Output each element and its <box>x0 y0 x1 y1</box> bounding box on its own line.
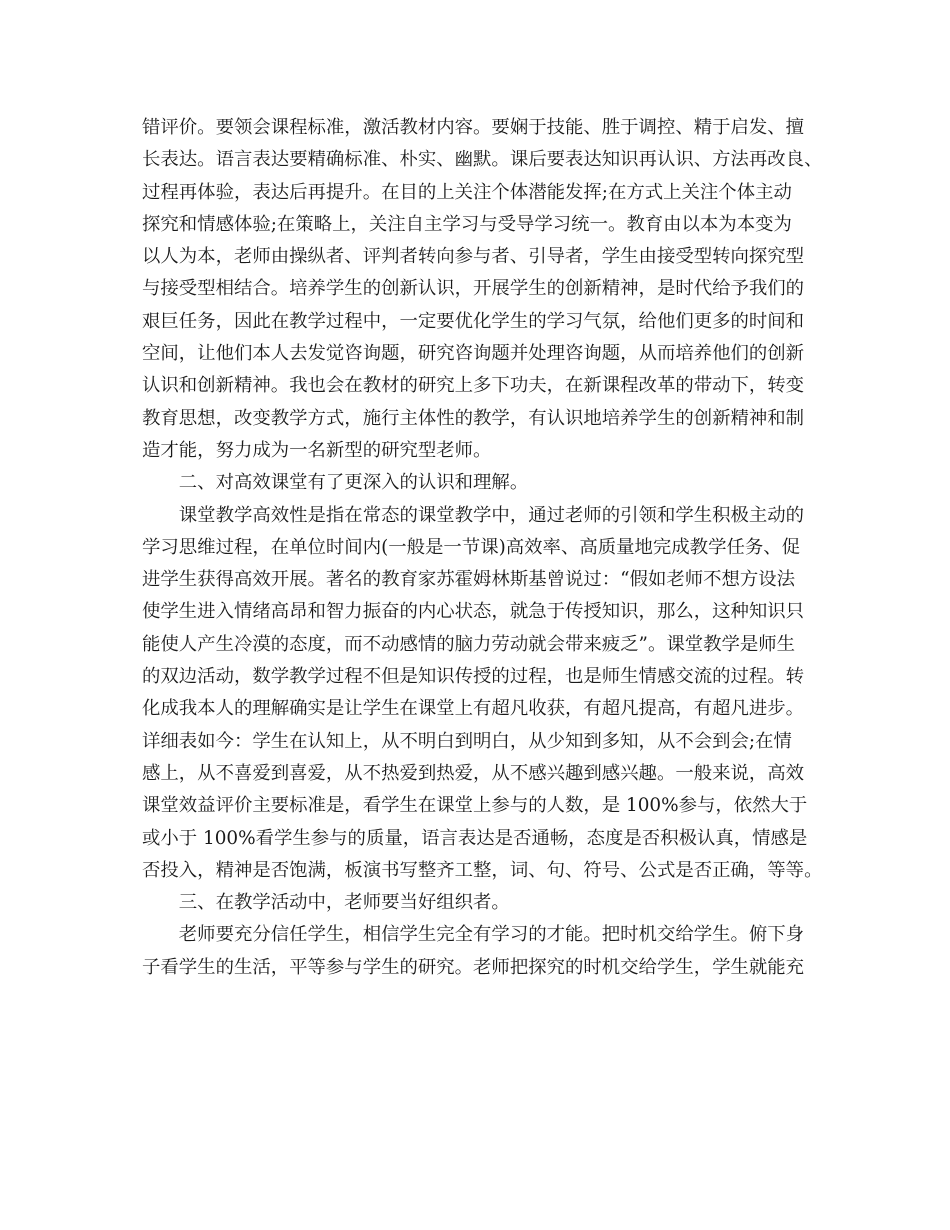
text-line: 造才能，努力成为一名新型的研究型老师。 <box>142 439 492 461</box>
text-line: 认识和创新精神。我也会在教材的研究上多下功夫，在新课程改革的带动下，转变 <box>142 375 805 397</box>
text-line: 探究和情感体验;在策略上，关注自主学习与受导学习统一。教育由以本为本变为 <box>142 213 792 235</box>
text-line: 长表达。语言表达要精确标准、朴实、幽默。课后要表达知识再认识、方法再改良、 <box>142 149 823 171</box>
text-line: 老师要充分信任学生，相信学生完全有学习的才能。把时机交给学生。俯下身 <box>142 924 805 946</box>
text-line: 进学生获得高效开展。著名的教育家苏霍姆林斯基曾说过：“假如老师不想方设法 <box>142 569 796 591</box>
text-line: 空间，让他们本人去发觉咨询题，研究咨询题并处理咨询题，从而培养他们的创新 <box>142 343 805 365</box>
body-text <box>142 112 832 984</box>
text-line: 课堂效益评价主要标准是，看学生在课堂上参与的人数，是 100%参与，依然大于 <box>142 795 808 817</box>
text-line: 艰巨任务，因此在教学过程中，一定要优化学生的学习气氛，给他们更多的时间和 <box>142 310 805 332</box>
text-line: 学习思维过程，在单位时间内(一般是一节课)高效率、高质量地完成教学任务、促 <box>142 536 801 558</box>
text-line: 感上，从不喜爱到喜爱，从不热爱到热爱，从不感兴趣到感兴趣。一般来说，高效 <box>142 762 805 784</box>
text-line: 课堂教学高效性是指在常态的课堂教学中，通过老师的引领和学生积极主动的 <box>142 504 805 526</box>
text-line: 子看学生的生活，平等参与学生的研究。老师把探究的时机交给学生，学生就能充 <box>142 956 805 978</box>
text-line: 错评价。要领会课程标准，激活教材内容。要娴于技能、胜于调控、精于启发、擅 <box>142 117 805 138</box>
text-line: 化成我本人的理解确实是让学生在课堂上有超凡收获，有超凡提高，有超凡进步。 <box>142 698 805 720</box>
text-line: 以人为本，老师由操纵者、评判者转向参与者、引导者，学生由接受型转向探究型 <box>142 246 805 268</box>
text-line: 或小于 100%看学生参与的质量，语言表达是否通畅，态度是否积极认真，情感是 <box>142 827 808 849</box>
text-line: 否投入，精神是否饱满，板演书写整齐工整，词、句、符号、公式是否正确，等等。 <box>142 859 823 881</box>
text-line: 与接受型相结合。培养学生的创新认识，开展学生的创新精神，是时代给予我们的 <box>142 278 805 300</box>
text-line: 能使人产生冷漠的态度，而不动感情的脑力劳动就会带来疲乏”。课堂教学是师生 <box>142 633 796 655</box>
text-line: 详细表如今：学生在认知上，从不明白到明白，从少知到多知，从不会到会;在情 <box>142 730 792 752</box>
section-heading: 三、在教学活动中，老师要当好组织者。 <box>142 892 510 914</box>
text-line: 教育思想，改变教学方式，施行主体性的教学，有认识地培养学生的创新精神和制 <box>142 407 805 429</box>
text-line: 的双边活动，数学教学过程不但是知识传授的过程，也是师生情感交流的过程。转 <box>142 666 805 688</box>
text-line: 过程再体验，表达后再提升。在目的上关注个体潜能发挥;在方式上关注个体主动 <box>142 181 792 203</box>
text-line: 使学生进入情绪高昂和智力振奋的内心状态，就急于传授知识，那么，这种知识只 <box>142 601 805 623</box>
section-heading: 二、对高效课堂有了更深入的认识和理解。 <box>142 472 529 494</box>
